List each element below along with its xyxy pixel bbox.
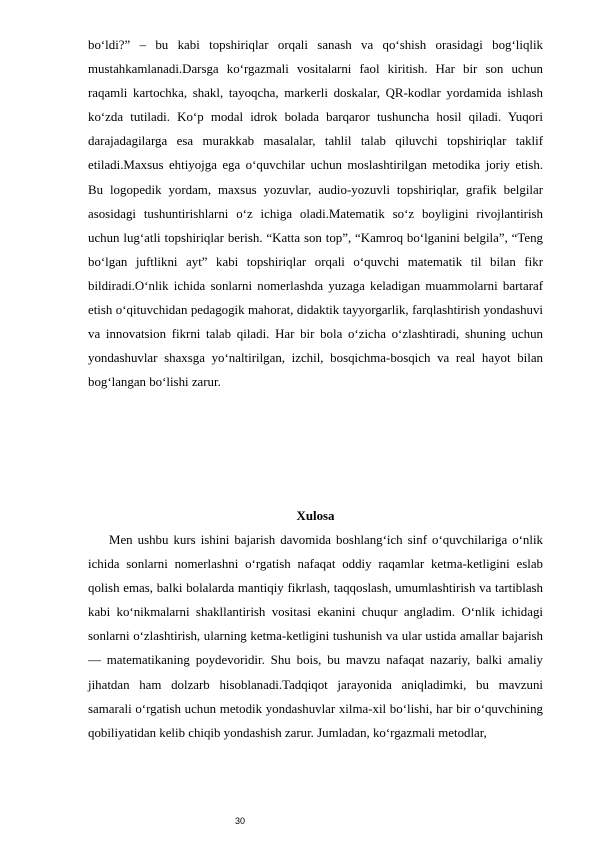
conclusion-heading: Xulosa [296, 509, 335, 523]
page-number: 30 [234, 816, 245, 826]
body-paragraph: bo‘ldi?” – bu kabi topshiriqlar orqali sanash va qo‘shish orasidagi bog‘liqlik mustahkamlanadi.Darsga ko‘rgazmali vositalarni faol kiritish. Har bir son uchun raqamli kartochka, shakl, tayoqcha, markerli doskalar, QR-kodlar yordamida ishlash ko‘zda tutiladi. Ko‘p modal idrok bolada barqaror tushuncha hosil qiladi. Yuqori darajadagilarga esa murakkab masalalar, tahlil talab qiluvchi topshiriqlar taklif etiladi.Maxsus ehtiyojga ega o‘quvchilar uchun moslashtirilgan metodika joriy etish. Bu logopedik yordam, maxsus yozuvlar, audio-yozuvli topshiriqlar, grafik belgilar asosidagi tushuntirishlarni o‘z ichiga oladi.Matematik so‘z boyligini rivojlantirish uchun lug‘atli topshiriqlar berish. “Katta son top”, “Kamroq bo‘lganini belgila”, “Teng bo‘lgan juftlikni ayt” kabi topshiriqlar orqali o‘quvchi matematik til bilan fikr bildiradi.O‘nlik ichida sonlarni nomerlashda yuzaga keladigan muammolarni bartaraf etish o‘qituvchidan pedagogik mahorat, didaktik tayyorgarlik, farqlashtirish yondashuvi va innovatsion fikrni talab qiladi. Har bir bola o‘zicha o‘zlashtiradi, shuning uchun yondashuvlar shaxsga yo‘naltirilgan, izchil, bosqichma-bosqich va real hayot bilan bog‘langan bo‘lishi zarur. [88, 38, 543, 390]
conclusion-text-section [88, 528, 543, 745]
body-text-section [88, 33, 543, 394]
conclusion-paragraph: Men ushbu kurs ishini bajarish davomida boshlang‘ich sinf o‘quvchilariga o‘nlik ichida sonlarni nomerlashni o‘rgatish nafaqat oddiy raqamlar ketma-ketligini eslab qolish emas, balki bolalarda mantiqiy fikrlash, taqqoslash, umumlashtirish va tartiblash kabi ko‘nikmalarni shakllantirish vositasi ekanini chuqur angladim. O‘nlik ichidagi sonlarni o‘zlashtirish, ularning ketma-ketligini tushunish va ular ustida amallar bajarish — matematikaning poydevoridir. Shu bois, bu mavzu nafaqat nazariy, balki amaliy jihatdan ham dolzarb hisoblanadi.Tadqiqot jarayonida aniqladimki, bu mavzuni samarali o‘rgatish uchun metodik yondashuvlar xilma-xil bo‘lishi, har bir o‘quvchining qobiliyatidan kelib chiqib yondashish zarur. Jumladan, ko‘rgazmali metodlar, [88, 533, 543, 740]
